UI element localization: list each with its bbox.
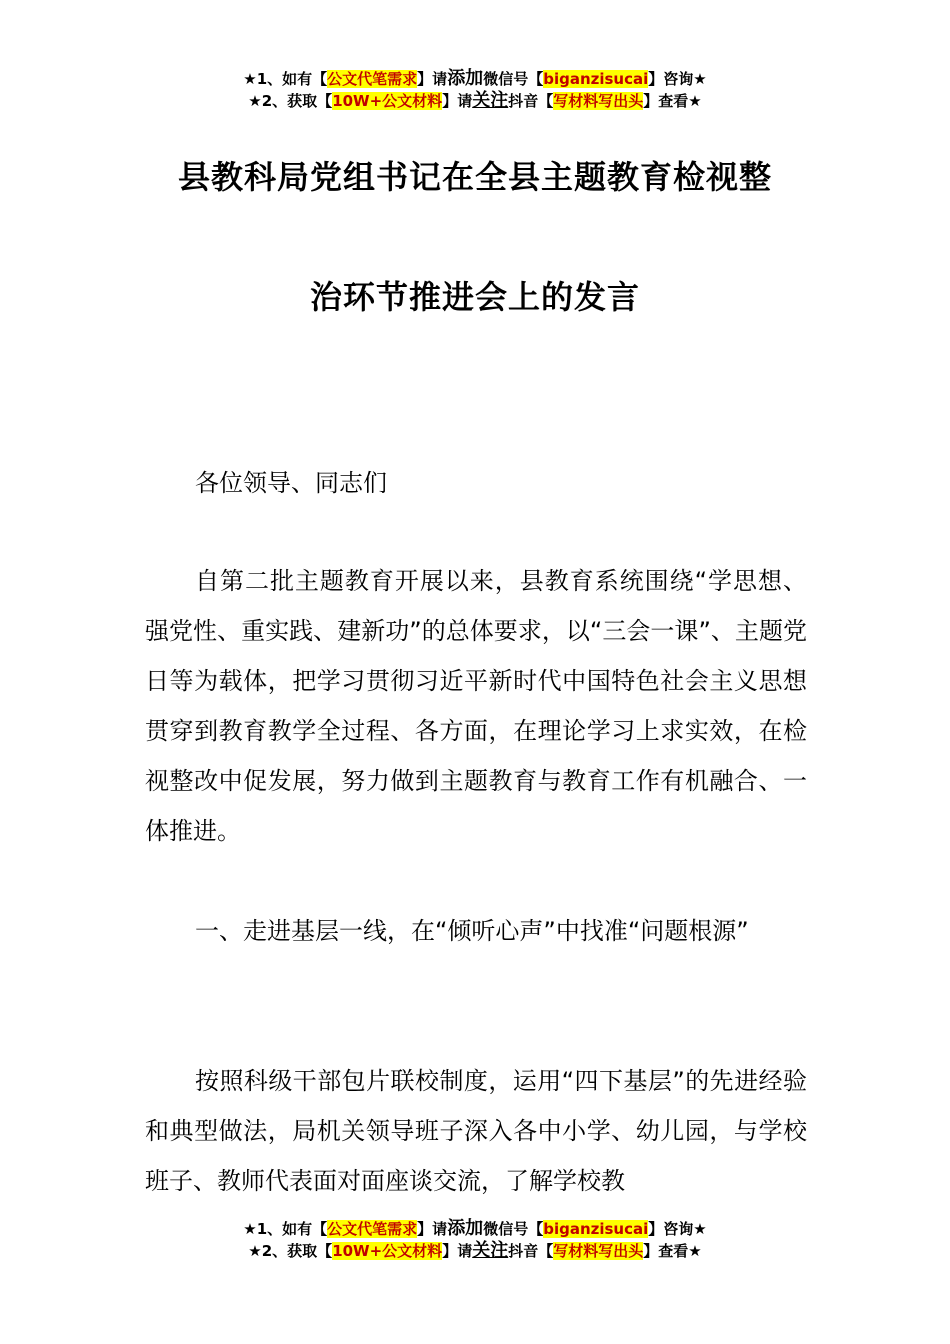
promo-douyin-id: 写材料写出头	[553, 92, 644, 110]
promo-line-1	[0, 68, 950, 90]
section-heading: 一、走进基层一线，在“倾听心声”中找准“问题根源”	[195, 917, 749, 945]
footer-promo-banner	[0, 1218, 950, 1262]
promo-text: 抖音【	[508, 1242, 554, 1260]
promo-text: 】咨询★	[648, 1220, 707, 1238]
promo-text: 微信号【	[483, 1220, 544, 1238]
promo-douyin-id: 写材料写出头	[553, 1242, 644, 1260]
promo-emphasis: 关注	[472, 1240, 509, 1261]
promo-text: 抖音【	[508, 92, 554, 110]
promo-text: ★1、如有【	[243, 1220, 328, 1238]
body-paragraph: 按照科级干部包片联校制度，运用“四下基层”的先进经验和典型做法，局机关领导班子深入各中小学、幼儿园，与学校班子、教师代表面对面座谈交流，了解学校教	[145, 1067, 807, 1195]
promo-text: 微信号【	[483, 70, 544, 88]
promo-emphasis: 添加	[447, 68, 484, 89]
body-paragraph: 自第二批主题教育开展以来，县教育系统围绕“学思想、强党性、重实践、建新功”的总体要求，以“三会一课”、主题党日等为载体，把学习贯彻习近平新时代中国特色社会主义思想贯穿到教育教学全过程、各方面，在理论学习上求实效，在检视整改中促发展，努力做到主题教育与教育工作有机融合、一体推进。	[145, 567, 807, 845]
salutation: 各位领导、同志们	[195, 469, 387, 497]
promo-text: 】查看★	[643, 1242, 702, 1260]
promo-text: 】请	[417, 70, 448, 88]
promo-highlight: 10W+公文材料	[332, 92, 443, 110]
document-title-line-1: 县教科局党组书记在全县主题教育检视整	[177, 158, 772, 196]
promo-highlight: 公文代笔需求	[327, 70, 418, 88]
promo-line-1	[0, 1218, 950, 1240]
promo-emphasis: 关注	[472, 90, 509, 111]
promo-highlight: 公文代笔需求	[327, 1220, 418, 1238]
document-title-line-2: 治环节推进会上的发言	[309, 278, 640, 316]
promo-line-2	[0, 1240, 950, 1262]
promo-text: 】咨询★	[648, 70, 707, 88]
promo-text: 】查看★	[643, 92, 702, 110]
promo-text: ★2、获取【	[248, 1242, 333, 1260]
header-promo-banner	[0, 68, 950, 112]
promo-highlight: 10W+公文材料	[332, 1242, 443, 1260]
promo-text: ★1、如有【	[243, 70, 328, 88]
promo-wechat-id: biganzisucai	[543, 70, 649, 88]
promo-text: 】请	[442, 92, 473, 110]
promo-wechat-id: biganzisucai	[543, 1220, 649, 1238]
promo-text: ★2、获取【	[248, 92, 333, 110]
promo-text: 】请	[442, 1242, 473, 1260]
promo-line-2	[0, 90, 950, 112]
promo-emphasis: 添加	[447, 1218, 484, 1239]
promo-text: 】请	[417, 1220, 448, 1238]
